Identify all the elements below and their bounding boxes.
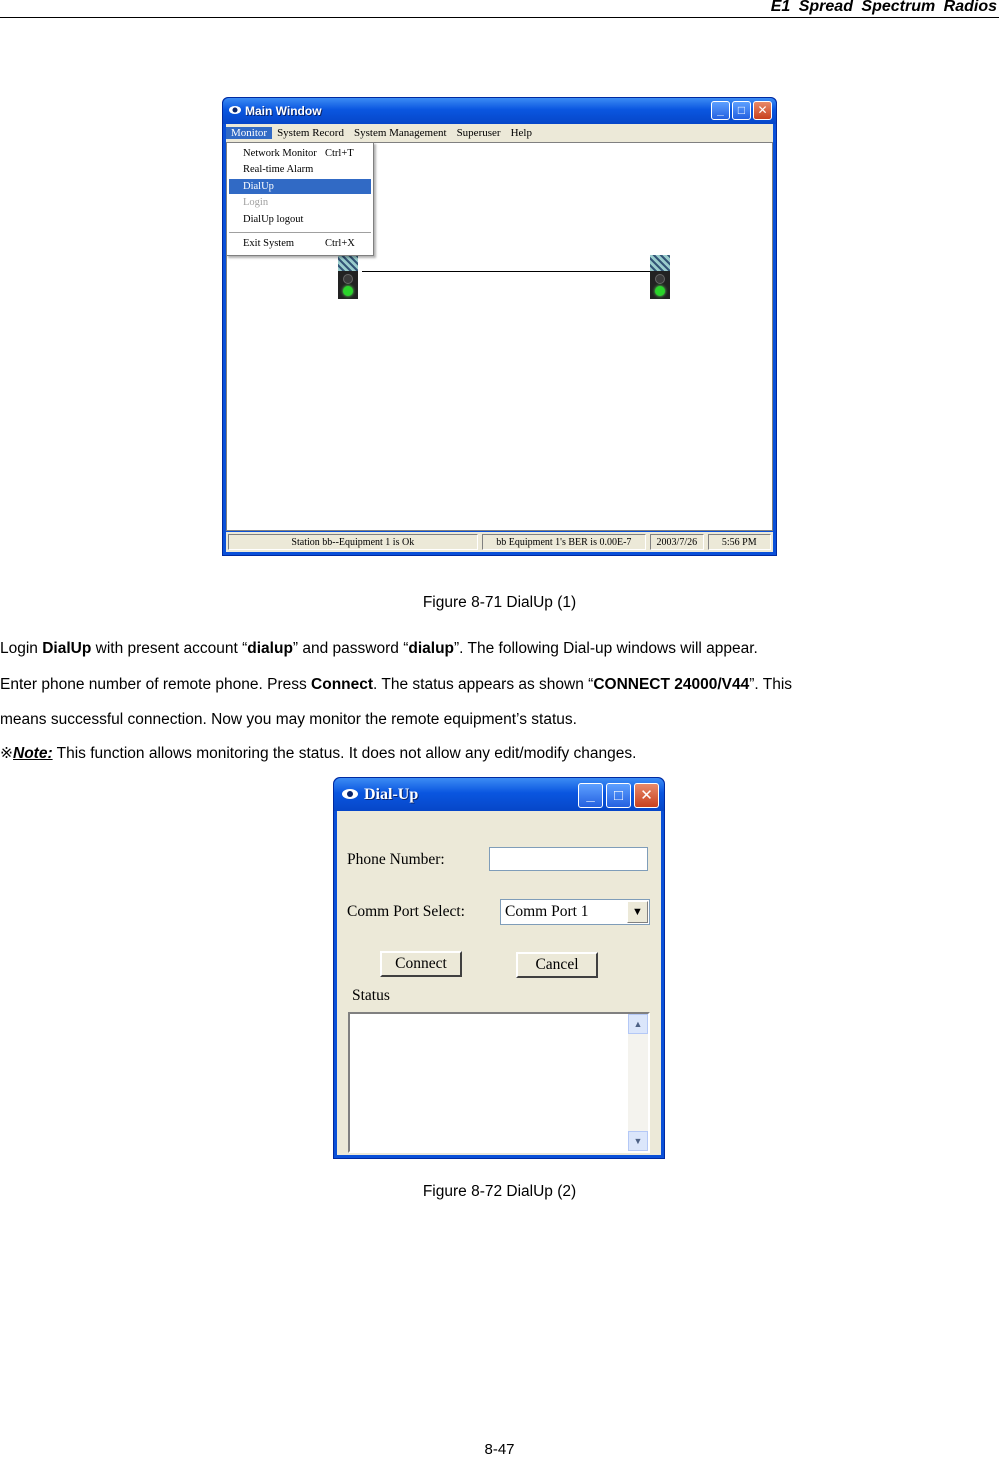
menu-bar (226, 124, 773, 142)
menu-system-record[interactable]: System Record (277, 127, 344, 139)
cancel-button[interactable]: Cancel (516, 952, 598, 978)
status-panel-date: 2003/7/26 (650, 534, 704, 550)
page-header-title: E1 Spread Spectrum Radios (770, 0, 997, 15)
window-title: Main Window (245, 104, 322, 118)
figure-caption-2: Figure 8-72 DialUp (2) (422, 1183, 577, 1200)
comm-port-value: Comm Port 1 (505, 903, 589, 920)
close-icon[interactable]: ✕ (753, 101, 772, 120)
status-label: Status (352, 987, 390, 1004)
monitor-dropdown-menu (226, 142, 374, 256)
status-panel-message: Station bb--Equipment 1 is Ok (228, 534, 478, 550)
note-mark-icon: ※ (0, 745, 13, 762)
minimize-icon[interactable]: _ (578, 783, 603, 808)
status-bar (226, 532, 773, 552)
status-textarea[interactable] (348, 1012, 650, 1153)
comm-port-label: Comm Port Select: (347, 903, 465, 920)
menu-item-realtime-alarm[interactable]: Real-time Alarm (243, 164, 314, 175)
menu-item-network-monitor[interactable]: Network Monitor Ctrl+T (243, 148, 354, 159)
maximize-icon[interactable]: □ (606, 783, 631, 808)
chevron-down-icon[interactable]: ▼ (627, 901, 648, 923)
menu-item-dialup-logout[interactable]: DialUp logout (243, 214, 304, 225)
close-icon[interactable]: ✕ (634, 783, 659, 808)
menu-system-management[interactable]: System Management (353, 127, 447, 139)
main-window-screenshot (222, 97, 777, 556)
scroll-up-icon[interactable]: ▲ (628, 1014, 648, 1034)
app-icon (229, 104, 241, 116)
network-link (362, 271, 658, 272)
scroll-down-icon[interactable]: ▼ (628, 1131, 648, 1151)
title-bar[interactable] (223, 98, 776, 124)
body-paragraph-line-3: means successful connection. Now you may monitor the remote equipment’s status. (0, 711, 577, 728)
header-rule (0, 17, 999, 18)
dialog-title-bar[interactable] (334, 778, 664, 811)
status-panel-ber: bb Equipment 1's BER is 0.00E-7 (482, 534, 646, 550)
phone-number-label: Phone Number: (347, 851, 445, 868)
menu-help[interactable]: Help (510, 127, 532, 139)
comm-port-select[interactable] (500, 899, 650, 925)
body-paragraph-line-2: Enter phone number of remote phone. Press Connect. The status appears as shown “CONNECT 24000/V44”. This (0, 676, 793, 693)
menu-item-dialup[interactable]: DialUp (229, 179, 371, 194)
minimize-icon[interactable]: _ (711, 101, 730, 120)
page-number: 8-47 (484, 1441, 515, 1458)
menu-superuser[interactable]: Superuser (456, 127, 501, 139)
phone-number-input[interactable] (489, 847, 648, 871)
app-icon (342, 787, 358, 801)
note-label: Note: (13, 745, 53, 762)
menu-monitor[interactable]: Monitor (226, 127, 272, 139)
figure-caption-1: Figure 8-71 DialUp (1) (422, 594, 577, 611)
dialog-title: Dial-Up (364, 786, 419, 803)
equipment-device[interactable] (338, 255, 358, 299)
body-paragraph-line-1: Login DialUp with present account “dialup” and password “dialup”. The following Dial-up windows will appear. (0, 640, 758, 657)
maximize-icon[interactable]: □ (732, 101, 751, 120)
note-line: ※Note: This function allows monitoring the status. It does not allow any edit/modify changes. (0, 745, 637, 762)
menu-separator (229, 232, 371, 234)
connect-button[interactable]: Connect (380, 951, 462, 977)
status-scrollbar[interactable] (628, 1014, 648, 1151)
menu-item-login: Login (243, 197, 269, 208)
dialog-body (337, 811, 661, 1155)
equipment-device[interactable] (650, 255, 670, 299)
dialup-dialog-screenshot (333, 777, 665, 1159)
menu-item-exit-system[interactable]: Exit System Ctrl+X (243, 238, 355, 249)
status-panel-time: 5:56 PM (708, 534, 771, 550)
